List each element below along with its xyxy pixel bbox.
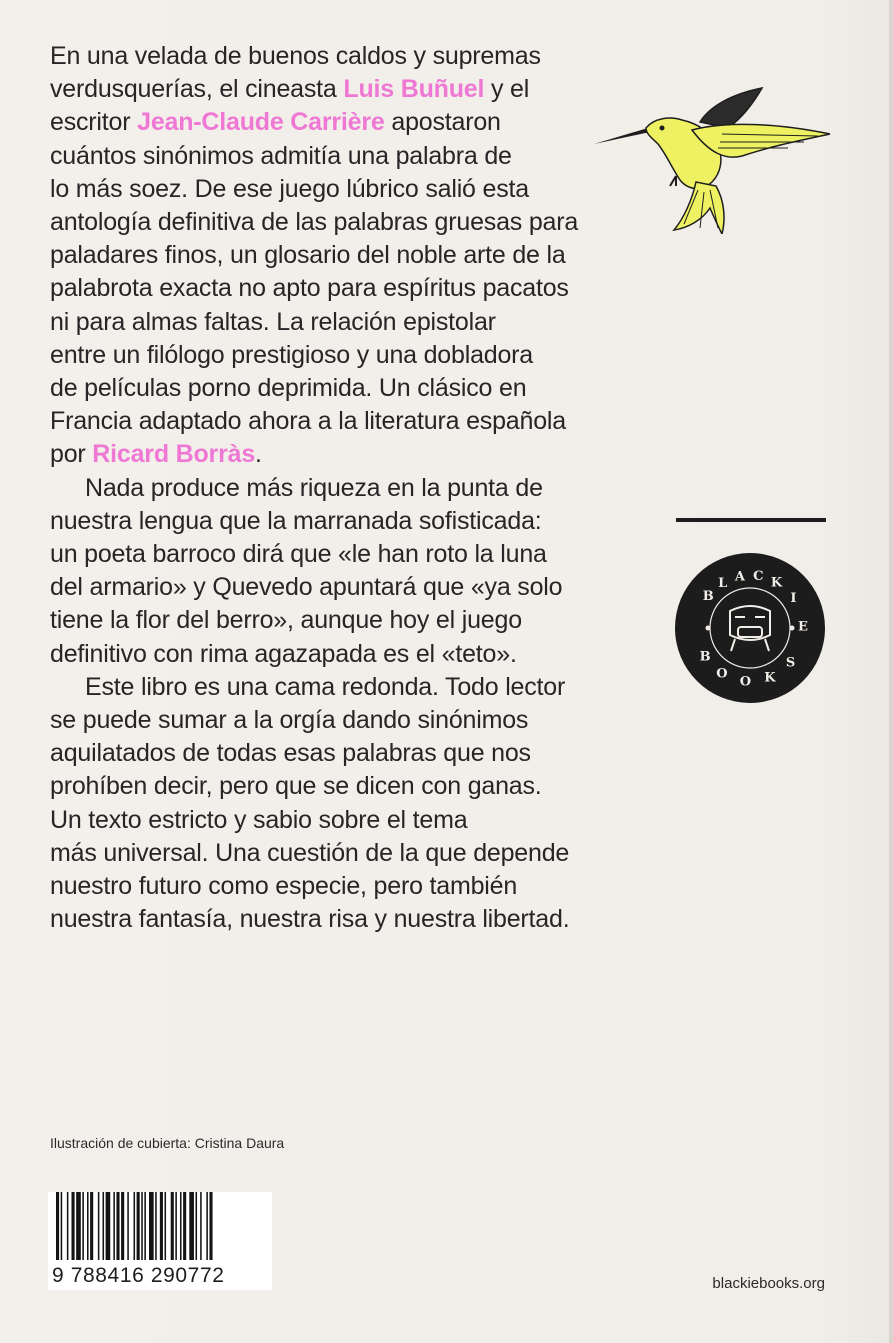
- blackie-books-logo: [675, 553, 825, 703]
- barcode-bar: [144, 1192, 146, 1260]
- blurb-line: [50, 40, 650, 73]
- blurb-line: Un texto estricto y sabio sobre el tema: [50, 805, 468, 834]
- blurb-text-segment: antología definitiva de las palabras gruesas para: [50, 208, 579, 237]
- barcode-bar: [183, 1192, 186, 1260]
- blurb-text-segment: y el: [484, 75, 530, 104]
- blurb-line: [50, 306, 650, 339]
- barcode-bar: [180, 1192, 182, 1260]
- blurb-text-segment: apostaron: [384, 108, 501, 137]
- blurb-line: [50, 140, 650, 173]
- hummingbird-beak: [594, 128, 650, 144]
- blurb-line: Este libro es una cama redonda. Todo lector: [85, 672, 566, 701]
- highlighted-name: Jean-Claude Carrière: [137, 108, 385, 137]
- barcode-bar: [116, 1192, 119, 1260]
- blurb-line: [50, 438, 650, 471]
- hummingbird-feet: [670, 176, 676, 186]
- blurb-line: tiene la flor del berro», aunque hoy el juego: [50, 606, 522, 635]
- barcode-bar: [196, 1192, 198, 1260]
- hummingbird-back-wing: [700, 88, 762, 128]
- hummingbird-illustration: [592, 82, 837, 234]
- logo-letter: S: [785, 655, 796, 671]
- logo-letter: I: [790, 591, 797, 607]
- barcode-bar: [72, 1192, 75, 1260]
- barcode-bar: [160, 1192, 163, 1260]
- blurb-text-segment: paladares finos, un glosario del noble arte de la: [50, 241, 566, 270]
- logo-letter: O: [739, 674, 752, 690]
- blurb-line: del armario» y Quevedo apuntará que «ya solo: [50, 573, 563, 602]
- logo-letter: K: [764, 670, 776, 686]
- barcode-bar: [61, 1192, 63, 1260]
- blurb-line: prohíben decir, pero que se dicen con ganas.: [50, 772, 542, 801]
- blurb-text-segment: .: [255, 440, 262, 469]
- blurb-line: [50, 272, 650, 305]
- blurb-paragraph-1: [50, 40, 650, 472]
- blurb-line: definitivo con rima agazapada es el «teto».: [50, 639, 517, 668]
- blurb-line: nuestro futuro como especie, pero también: [50, 872, 518, 901]
- blurb-text-segment: verdusquerías, el cineasta: [50, 75, 344, 104]
- blurb-line: aquilatados de todas esas palabras que nos: [50, 739, 531, 768]
- blurb-text-segment: Francia adaptado ahora a la literatura española: [50, 407, 566, 436]
- isbn-number: 9 788416 290772: [52, 1264, 225, 1287]
- blurb-line: [50, 372, 650, 405]
- blurb-line: [50, 405, 650, 438]
- barcode-bar: [155, 1192, 157, 1260]
- logo-letter: K: [770, 575, 783, 591]
- blurb-paragraph-2: [50, 472, 650, 671]
- barcode-bar: [141, 1192, 143, 1260]
- cover-edge: [889, 0, 893, 1343]
- barcode-bar: [103, 1192, 105, 1260]
- barcode-bar: [134, 1192, 136, 1260]
- barcode-bar: [56, 1192, 59, 1260]
- logo-letter: B: [699, 649, 711, 665]
- barcode-bar: [98, 1192, 100, 1260]
- blurb-text-segment: palabrota exacta no apto para espíritus pacatos: [50, 274, 569, 303]
- highlighted-name: Ricard Borràs: [92, 440, 256, 469]
- divider-rule: [676, 518, 826, 522]
- logo-letter: B: [702, 588, 714, 604]
- blurb-text: [50, 40, 650, 936]
- blurb-text-segment: ni para almas faltas. La relación epistolar: [50, 307, 496, 336]
- logo-letter: C: [753, 569, 764, 585]
- barcode-bar: [82, 1192, 84, 1260]
- cover-illustration-credit: Ilustración de cubierta: Cristina Daura: [50, 1135, 285, 1151]
- blurb-line: [50, 73, 650, 106]
- blurb-text-segment: En una velada de buenos caldos y supremas: [50, 42, 541, 70]
- barcode-bar: [137, 1192, 140, 1260]
- barcode-bar: [200, 1192, 202, 1260]
- highlighted-name: Luis Buñuel: [343, 75, 485, 104]
- barcode-bar: [90, 1192, 93, 1260]
- blurb-text-segment: por: [50, 440, 93, 469]
- logo-letter: E: [798, 619, 808, 635]
- blurb-paragraph-3: [50, 671, 650, 937]
- hummingbird-eye: [660, 126, 665, 131]
- barcode-bar: [206, 1192, 208, 1260]
- blurb-line: [50, 206, 650, 239]
- barcode-bar: [149, 1192, 154, 1260]
- blurb-line: se puede sumar a la orgía dando sinónimos: [50, 706, 529, 735]
- blurb-line: [50, 106, 650, 139]
- barcode-bar: [175, 1192, 177, 1260]
- isbn-barcode: [48, 1192, 272, 1290]
- hummingbird-tail: [674, 182, 724, 234]
- barcode-bar: [76, 1192, 81, 1260]
- blurb-line: un poeta barroco dirá que «le han roto la luna: [50, 540, 547, 569]
- blurb-line: más universal. Una cuestión de la que depende: [50, 838, 570, 867]
- barcode-bar: [165, 1192, 167, 1260]
- barcode-bars: [48, 1192, 272, 1264]
- logo-letter: O: [716, 666, 728, 682]
- publisher-website[interactable]: blackiebooks.org: [712, 1275, 825, 1292]
- blurb-line: [50, 339, 650, 372]
- blurb-line: [50, 239, 650, 272]
- blurb-text-segment: de películas porno deprimida. Un clásico en: [50, 374, 527, 403]
- blurb-line: Nada produce más riqueza en la punta de: [85, 473, 543, 502]
- barcode-bar: [87, 1192, 89, 1260]
- barcode-bar: [171, 1192, 174, 1260]
- blurb-text-segment: lo más soez. De ese juego lúbrico salió esta: [50, 174, 529, 203]
- barcode-bar: [127, 1192, 129, 1260]
- barcode-bar: [121, 1192, 124, 1260]
- blurb-text-segment: cuántos sinónimos admitía una palabra de: [50, 141, 512, 170]
- barcode-bar: [106, 1192, 111, 1260]
- logo-letter: L: [718, 576, 728, 592]
- barcode-bar: [67, 1192, 69, 1260]
- blurb-text-segment: escritor: [50, 108, 138, 137]
- blurb-text-segment: entre un filólogo prestigioso y una dobladora: [50, 340, 534, 369]
- blurb-line: nuestra fantasía, nuestra risa y nuestra libertad.: [50, 905, 570, 934]
- barcode-bar: [209, 1192, 212, 1260]
- barcode-bar: [113, 1192, 115, 1260]
- barcode-bar: [189, 1192, 194, 1260]
- blurb-line: nuestra lengua que la marranada sofisticada:: [50, 506, 542, 535]
- blurb-line: [50, 173, 650, 206]
- logo-letter: A: [734, 569, 745, 585]
